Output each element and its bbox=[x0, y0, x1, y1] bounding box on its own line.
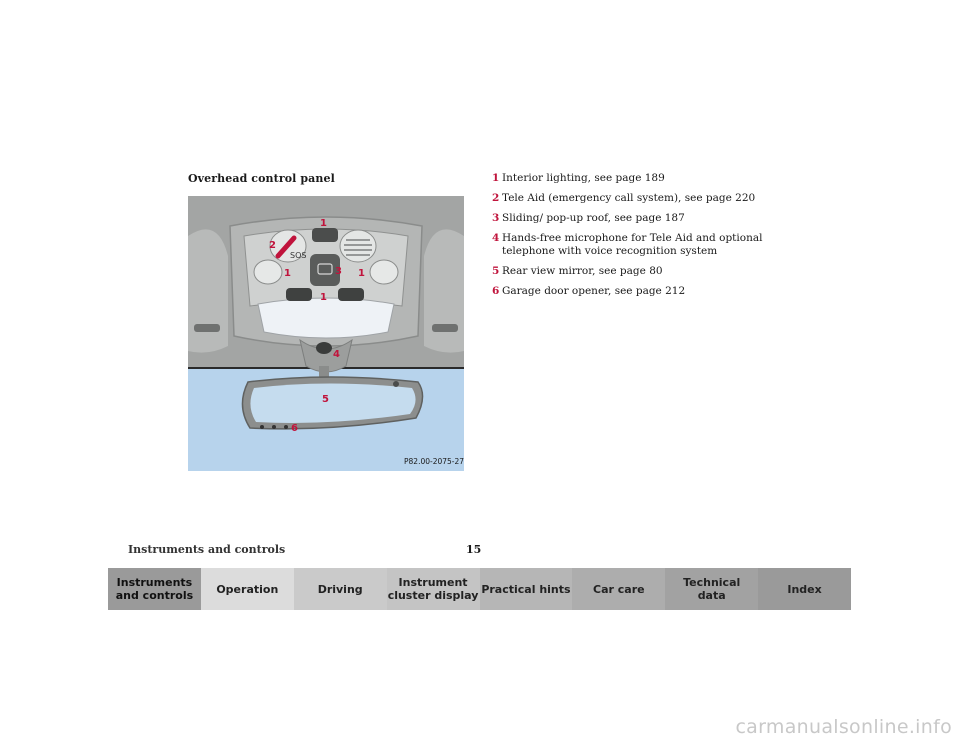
overhead-panel-figure bbox=[188, 196, 464, 471]
legend-item bbox=[492, 265, 792, 278]
right-visor-clip bbox=[432, 324, 458, 332]
section-title: Overhead control panel bbox=[188, 172, 335, 185]
legend-item bbox=[492, 285, 792, 298]
legend-text: Hands-free microphone for Tele Aid and optional telephone with voice recognition system bbox=[502, 232, 763, 257]
microphone bbox=[316, 342, 332, 354]
callout-1-left: 1 bbox=[284, 268, 291, 279]
nav-tab-instrument-cluster-display[interactable]: Instrument cluster display bbox=[387, 568, 480, 610]
callout-2: 2 bbox=[269, 240, 276, 251]
left-sun-visor bbox=[188, 229, 228, 352]
legend-number: 6 bbox=[492, 285, 500, 297]
callout-1-bottom: 1 bbox=[320, 292, 327, 303]
interior-light-switch-top bbox=[312, 228, 338, 242]
legend-number: 4 bbox=[492, 232, 500, 244]
page-number: 15 bbox=[466, 543, 482, 556]
callout-6: 6 bbox=[291, 423, 298, 434]
callout-4: 4 bbox=[333, 349, 340, 360]
nav-tab-technical-data[interactable]: Technical data bbox=[665, 568, 758, 610]
page-footer bbox=[128, 543, 850, 557]
lamp-button-left bbox=[286, 288, 312, 301]
figure-code: P82.00-2075-27 bbox=[404, 457, 464, 466]
legend-item bbox=[492, 232, 792, 258]
legend-item bbox=[492, 212, 792, 225]
legend-number: 2 bbox=[492, 192, 500, 204]
legend-number: 1 bbox=[492, 172, 500, 184]
nav-tab-operation[interactable]: Operation bbox=[201, 568, 294, 610]
legend-text: Garage door opener, see page 212 bbox=[502, 285, 686, 297]
nav-tab-driving[interactable]: Driving bbox=[294, 568, 387, 610]
nav-tab-index[interactable]: Index bbox=[758, 568, 851, 610]
legend-text: Interior lighting, see page 189 bbox=[502, 172, 665, 184]
chapter-name: Instruments and controls bbox=[128, 543, 286, 556]
callout-1-right: 1 bbox=[358, 268, 365, 279]
chapter-nav-bar bbox=[108, 568, 851, 610]
watermark: carmanualsonline.info bbox=[735, 716, 952, 738]
left-visor-clip bbox=[194, 324, 220, 332]
left-reading-lamp-button bbox=[254, 260, 282, 284]
legend-item bbox=[492, 192, 792, 205]
legend-number: 5 bbox=[492, 265, 500, 277]
right-reading-lamp-button bbox=[370, 260, 398, 284]
overhead-panel-illustration bbox=[188, 196, 464, 471]
legend-list bbox=[492, 172, 792, 305]
lamp-lens bbox=[258, 298, 394, 338]
callout-1-top: 1 bbox=[320, 218, 327, 229]
legend-text: Tele Aid (emergency call system), see page 220 bbox=[502, 192, 756, 204]
nav-tab-instruments-and-controls[interactable]: Instruments and controls bbox=[108, 568, 201, 610]
legend-item bbox=[492, 172, 792, 185]
right-sun-visor bbox=[424, 229, 464, 352]
legend-text: Rear view mirror, see page 80 bbox=[502, 265, 663, 277]
sos-label: SOS bbox=[290, 251, 307, 260]
nav-tab-practical-hints[interactable]: Practical hints bbox=[480, 568, 573, 610]
legend-number: 3 bbox=[492, 212, 500, 224]
callout-3: 3 bbox=[335, 266, 342, 277]
lamp-button-right bbox=[338, 288, 364, 301]
speaker-grille bbox=[340, 230, 376, 262]
legend-text: Sliding/ pop-up roof, see page 187 bbox=[502, 212, 685, 224]
callout-5: 5 bbox=[322, 394, 329, 405]
nav-tab-car-care[interactable]: Car care bbox=[572, 568, 665, 610]
